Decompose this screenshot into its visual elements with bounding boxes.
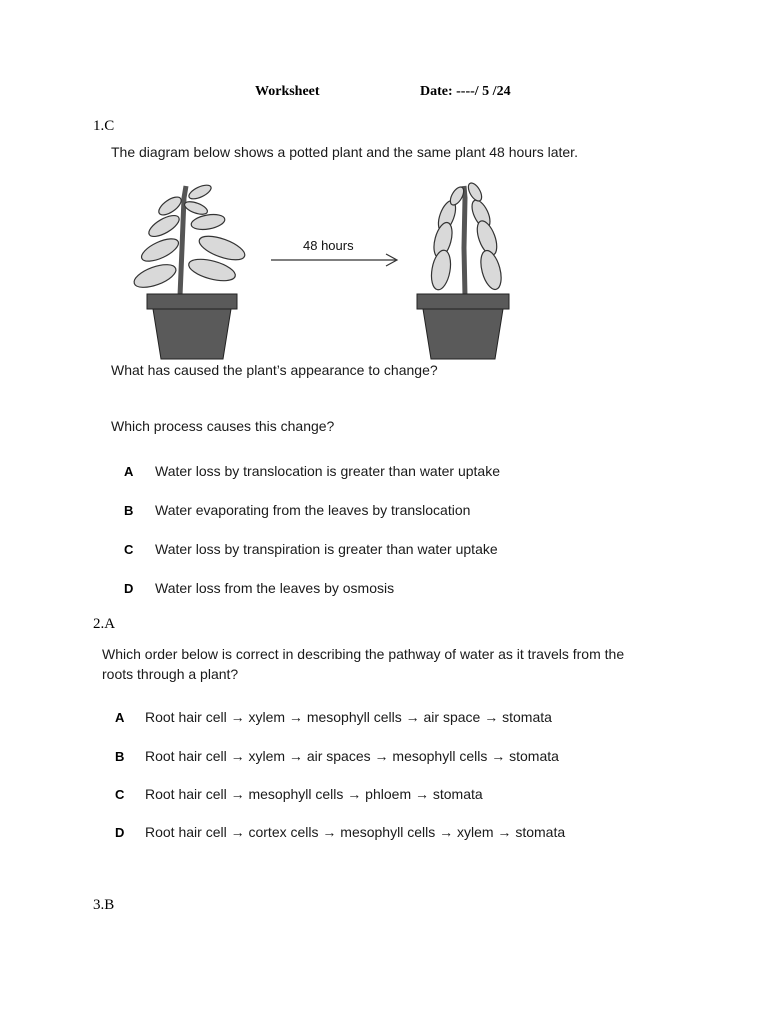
question-1-number: 1.C (93, 118, 115, 134)
question-3-number: 3.B (93, 897, 115, 913)
diagram-time-label: 48 hours (303, 238, 354, 253)
question-1-intro: The diagram below shows a potted plant and the same plant 48 hours later. (111, 144, 578, 160)
plant-wilting-diagram (130, 178, 520, 363)
q1-option-text: Water loss by translocation is greater than water uptake (155, 463, 500, 479)
question-2-text-line1: Which order below is correct in describing the pathway of water as it travels from the (102, 646, 625, 662)
q2-option-letter: B (115, 749, 125, 764)
question-1-prompt: What has caused the plant’s appearance to change? (111, 362, 438, 378)
q2-option-text: Root hair cell → mesophyll cells → phloem → stomata (145, 786, 483, 802)
q2-option-letter: D (115, 825, 125, 840)
q2-option-letter: C (115, 787, 125, 802)
q2-option-letter: A (115, 710, 125, 725)
question-1-subprompt: Which process causes this change? (111, 418, 335, 434)
question-2-number: 2.A (93, 616, 116, 632)
q1-option-text: Water evaporating from the leaves by translocation (155, 502, 471, 518)
worksheet-title: Worksheet (255, 84, 320, 99)
q1-option-letter: C (124, 542, 134, 557)
q1-option-text: Water loss by transpiration is greater than water uptake (155, 541, 498, 557)
wilted-plant (417, 181, 509, 359)
q1-option-letter: A (124, 464, 134, 479)
q2-option-text: Root hair cell → cortex cells → mesophyll cells → xylem → stomata (145, 824, 566, 840)
q1-option-text: Water loss from the leaves by osmosis (155, 580, 395, 596)
q1-option-letter: B (124, 503, 134, 518)
healthy-plant (131, 182, 247, 359)
q2-option-text: Root hair cell → xylem → mesophyll cells → air space → stomata (145, 709, 552, 725)
worksheet-date: Date: ----/ 5 /24 (420, 84, 511, 99)
q2-option-text: Root hair cell → xylem → air spaces → mesophyll cells → stomata (145, 748, 559, 764)
question-2-text-line2: roots through a plant? (102, 666, 239, 682)
q1-option-letter: D (124, 581, 134, 596)
